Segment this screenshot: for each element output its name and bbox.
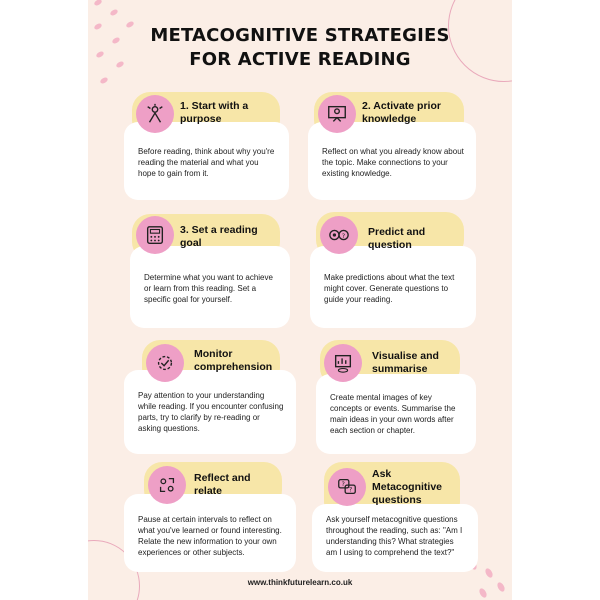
card-heading-line: Metacognitive	[372, 481, 443, 493]
decorative-dot	[478, 587, 488, 599]
card-heading-line: Predict and	[368, 226, 426, 238]
card-heading	[372, 350, 439, 376]
card-heading-line: Ask	[372, 468, 392, 480]
card-heading-line: purpose	[180, 113, 222, 125]
card-heading-line: Visualise and	[372, 350, 439, 362]
card-body: Create mental images of key concepts or events. Summarise the main ideas in your own words after each section or chapter.	[316, 374, 476, 454]
card-heading-line: 3. Set a reading	[180, 224, 258, 236]
card-heading	[194, 472, 251, 498]
target-person-icon	[136, 95, 174, 133]
card-body: Make predictions about what the text might cover. Generate questions to guide your reading.	[310, 246, 476, 328]
card-body: Pay attention to your understanding while reading. If you encounter confusing parts, try to clarify by re-reading or asking questions.	[124, 370, 296, 454]
poster	[88, 0, 512, 600]
card-heading-line: Monitor	[194, 348, 233, 360]
card-heading-line: summarise	[372, 363, 428, 375]
card-heading-line: 2. Activate prior	[362, 100, 441, 112]
card-body: Ask yourself metacognitive questions throughout the reading, such as: "Am I understanding this? What strategies am I using to comprehend the text?"	[312, 504, 478, 572]
presentation-board-icon	[318, 95, 356, 133]
decorative-dot	[109, 8, 118, 16]
card-heading-line: goal	[180, 237, 202, 249]
title-line-2: FOR ACTIVE READING	[189, 49, 411, 70]
brain-gear-icon	[146, 344, 184, 382]
card-body: Reflect on what you already know about the topic. Make connections to your existing knowledge.	[308, 122, 476, 200]
chart-eye-icon	[324, 344, 362, 382]
card-body: Determine what you want to achieve or learn from this reading. Set a specific goal for yourself.	[130, 246, 290, 328]
people-exchange-icon	[148, 466, 186, 504]
calculator-icon	[136, 216, 174, 254]
card-heading	[180, 224, 258, 250]
svg-text:?: ?	[341, 231, 346, 240]
card-heading-line: questions	[372, 494, 422, 506]
svg-text:?: ?	[341, 480, 345, 489]
card-heading	[180, 100, 248, 126]
card-heading	[372, 468, 442, 507]
card-body: Pause at certain intervals to reflect on what you've learned or found interesting. Relate the new information to your own experiences or other subjects.	[124, 494, 296, 572]
footer-url[interactable]: www.thinkfuturelearn.co.uk	[247, 578, 353, 587]
card-body: Before reading, think about why you're reading the material and what you hope to gain from it.	[124, 122, 289, 200]
card-heading-line: knowledge	[362, 113, 417, 125]
decorative-dot	[99, 76, 108, 84]
card-heading-line: question	[368, 239, 412, 251]
card-heading	[194, 348, 272, 374]
page-title	[88, 24, 512, 72]
card-heading-line: Reflect and	[194, 472, 251, 484]
question-bubble-icon	[328, 468, 366, 506]
title-line-1: METACOGNITIVE STRATEGIES	[150, 25, 450, 46]
card-heading-line: 1. Start with a	[180, 100, 249, 112]
svg-text:?: ?	[348, 485, 353, 494]
card-heading-line: relate	[194, 485, 223, 497]
gears-question-icon	[320, 216, 358, 254]
card-heading	[362, 100, 441, 126]
card-heading-line: comprehension	[194, 361, 273, 373]
card-heading	[368, 226, 425, 252]
decorative-dot	[93, 0, 102, 7]
